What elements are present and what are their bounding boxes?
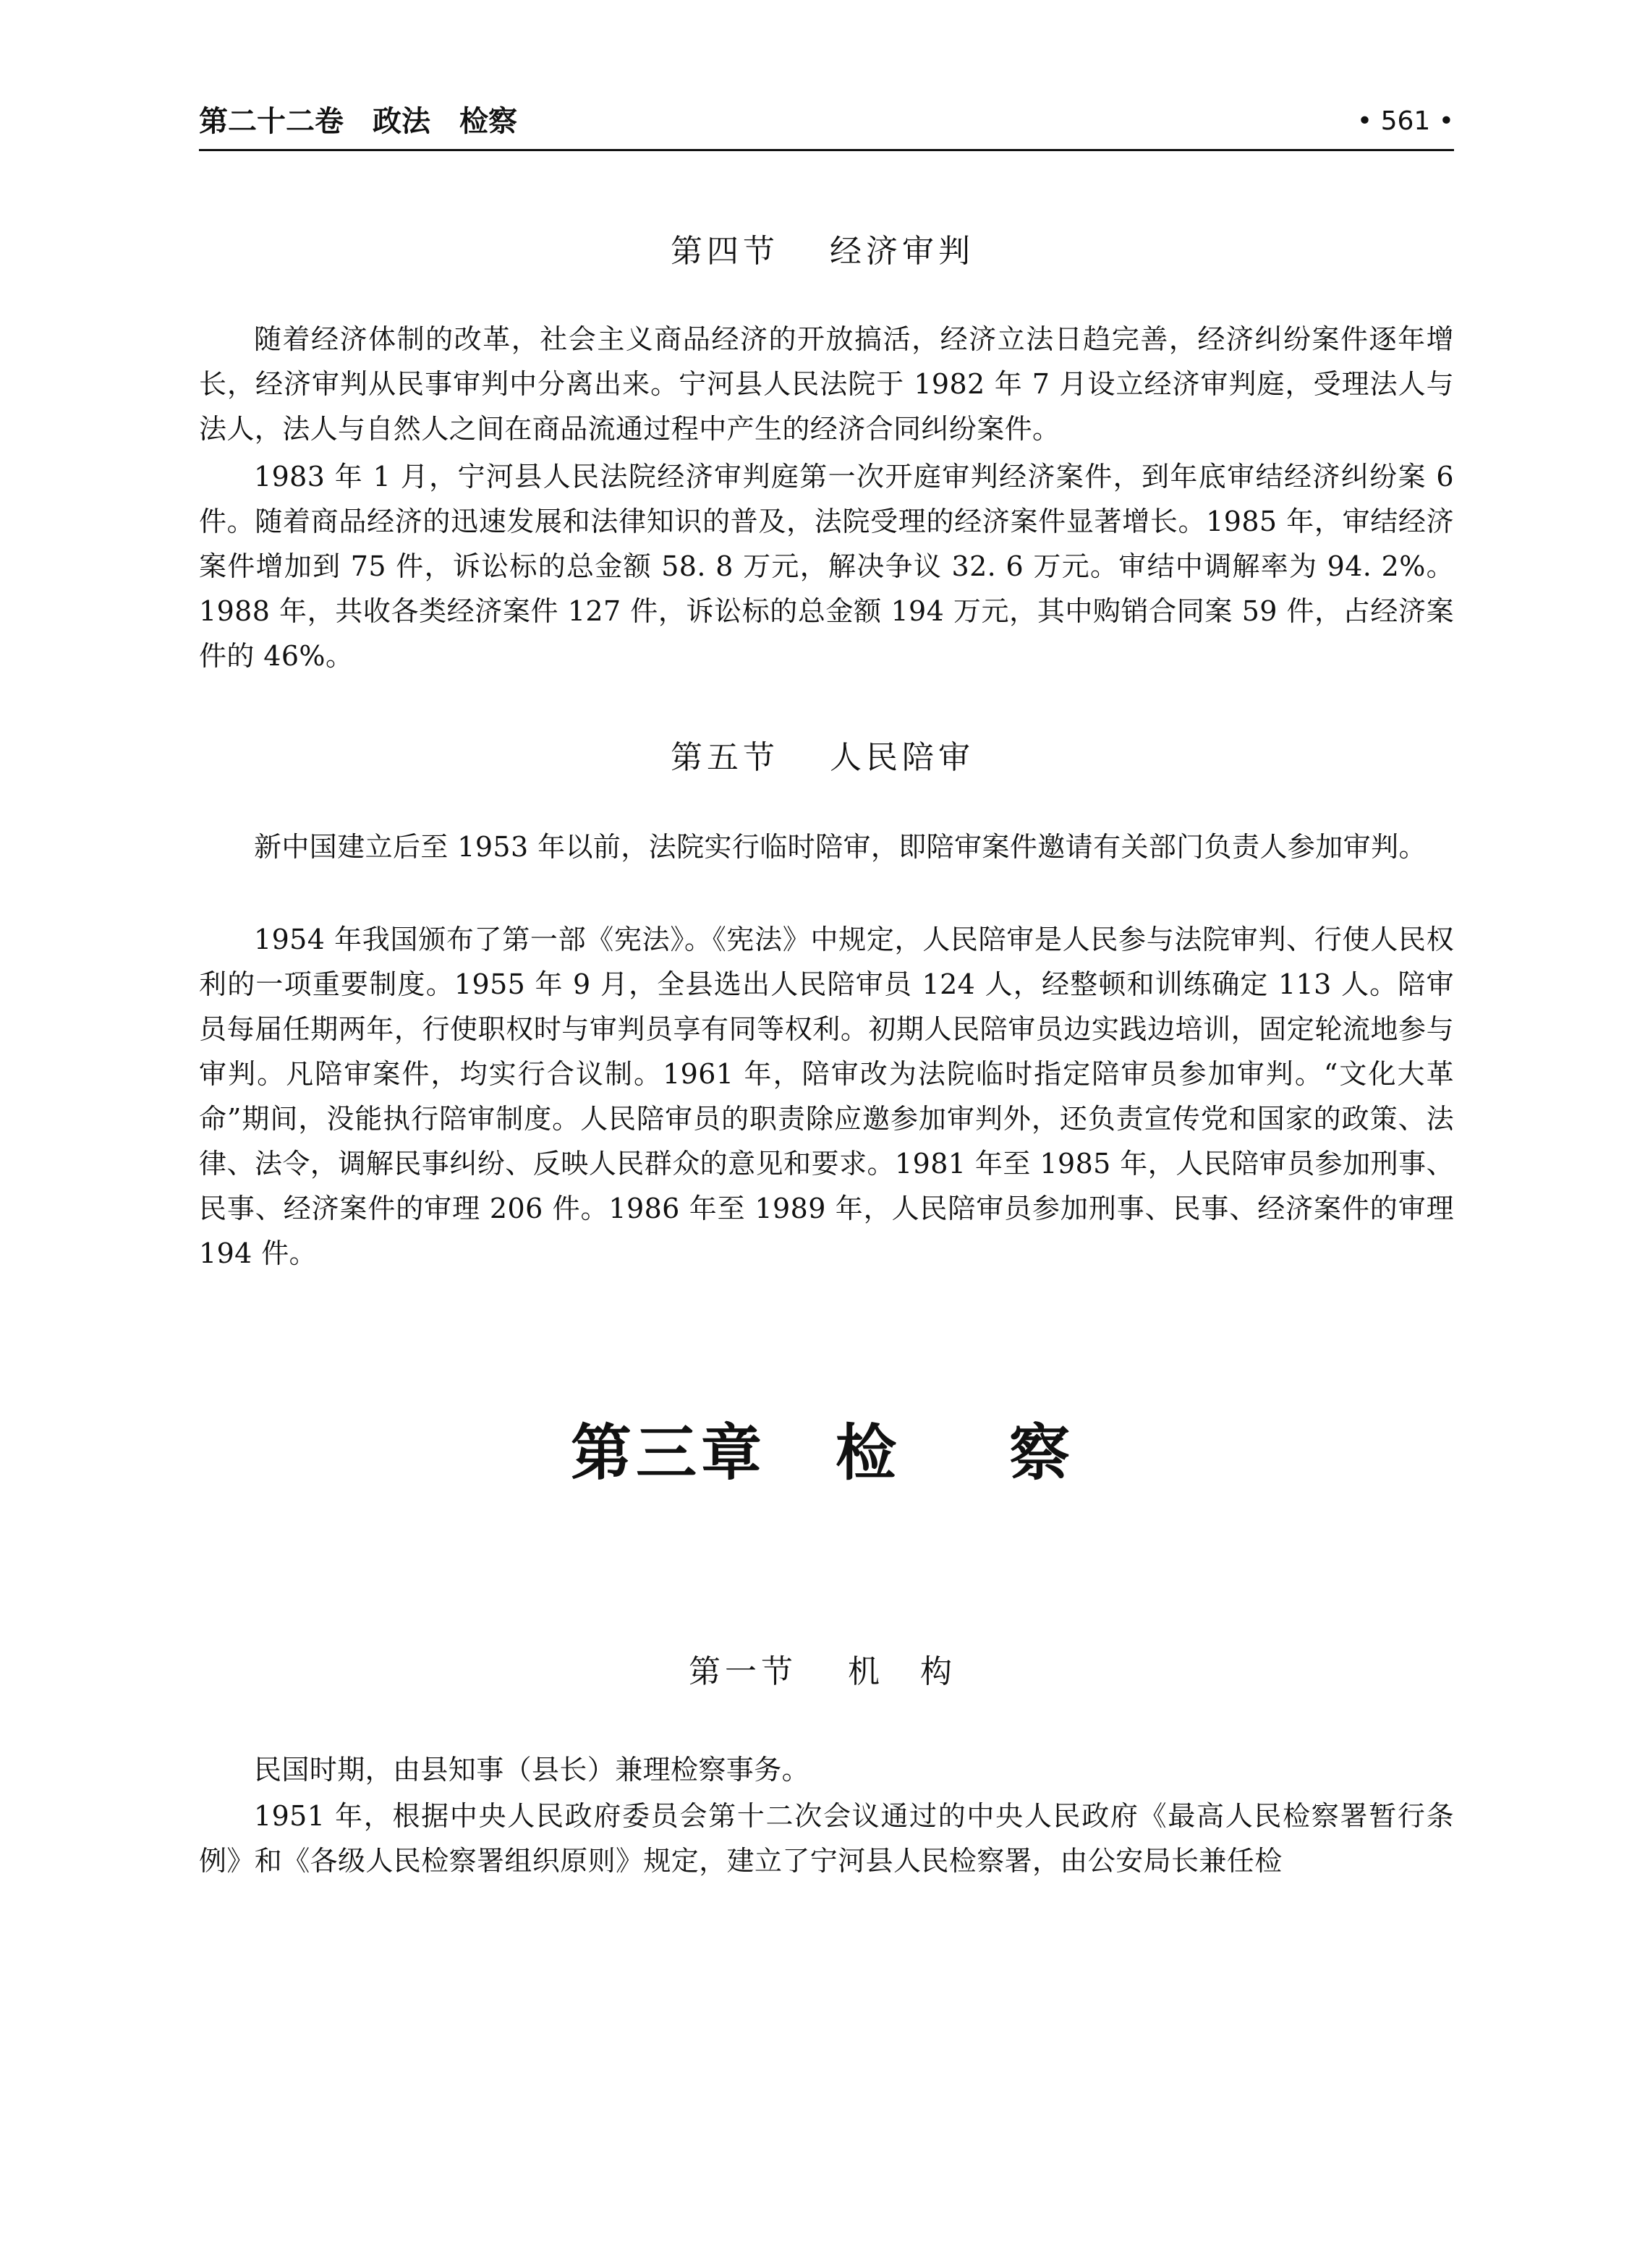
section-number: 第五节 (671, 739, 779, 776)
paragraph: 民国时期，由县知事（县长）兼理检察事务。 (254, 1754, 810, 1786)
chapter-title-part2: 察 (1009, 1418, 1075, 1488)
header-page-number: • 561 • (1356, 106, 1454, 136)
paragraph: 1983 年 1 月，宁河县人民法院经济审判庭第一次开庭审判经济案件，到年底审结经济纠纷案 6 件。随着商品经济的迅速发展和法律知识的普及，法院受理的经济案件显著增长。1985 年，审结经济案件增加到 75 件，诉讼标的总金额 58. 8 万元，解决争议 32. 6 万元。审结中调解率为 94. 2%。1988 年，共收各类经济案件 127 件，诉讼标的总金额 194 万元，其中购销合同案 59 件，占经济案件的 46%。 (199, 461, 1454, 672)
chapter-title-part1: 检 (835, 1418, 901, 1488)
header-volume-title: 第二十二卷 政法 检察 (199, 105, 517, 138)
paragraph: 新中国建立后至 1953 年以前，法院实行临时陪审，即陪审案件邀请有关部门负责人参加审判。 (254, 831, 1427, 863)
section-heading-economic-trial (0, 230, 1645, 273)
section-title: 机 构 (848, 1653, 956, 1690)
section-title: 经济审判 (830, 233, 974, 270)
paragraph: 随着经济体制的改革，社会主义商品经济的开放搞活，经济立法日趋完善，经济纠纷案件逐年增长，经济审判从民事审判中分离出来。宁河县人民法院于 1982 年 7 月设立经济审判庭，受理法人与法人，法人与自然人之间在商品流通过程中产生的经济合同纠纷案件。 (199, 323, 1454, 445)
section-number: 第四节 (671, 233, 779, 270)
chapter-number: 第三章 (570, 1418, 766, 1488)
chapter-heading (0, 1413, 1645, 1493)
paragraph: 1954 年我国颁布了第一部《宪法》。《宪法》中规定，人民陪审是人民参与法院审判、行使人民权利的一项重要制度。1955 年 9 月，全县选出人民陪审员 124 人，经整顿和训练确定 113 人。陪审员每届任期两年，行使职权时与审判员享有同等权利。初期人民陪审员边实践边培训，固定轮流地参与审判。凡陪审案件，均实行合议制。1961 年，陪审改为法院临时指定陪审员参加审判。“文化大革命”期间，没能执行陪审制度。人民陪审员的职责除应邀参加审判外，还负责宣传党和国家的政策、法律、法令，调解民事纠纷、反映人民群众的意见和要求。1981 年至 1985 年，人民陪审员参加刑事、民事、经济案件的审理 206 件。1986 年至 1989 年，人民陪审员参加刑事、民事、经济案件的审理 194 件。 (199, 924, 1454, 1269)
running-header (199, 93, 1454, 150)
section-heading-organization (0, 1650, 1645, 1694)
section-number: 第一节 (689, 1653, 797, 1690)
header-rule (199, 149, 1454, 151)
paragraph: 1951 年，根据中央人民政府委员会第十二次会议通过的中央人民政府《最高人民检察署暂行条例》和《各级人民检察署组织原则》规定，建立了宁河县人民检察署，由公安局长兼任检 (199, 1800, 1454, 1877)
section-title: 人民陪审 (830, 739, 974, 776)
section-heading-people-assessors (0, 736, 1645, 780)
